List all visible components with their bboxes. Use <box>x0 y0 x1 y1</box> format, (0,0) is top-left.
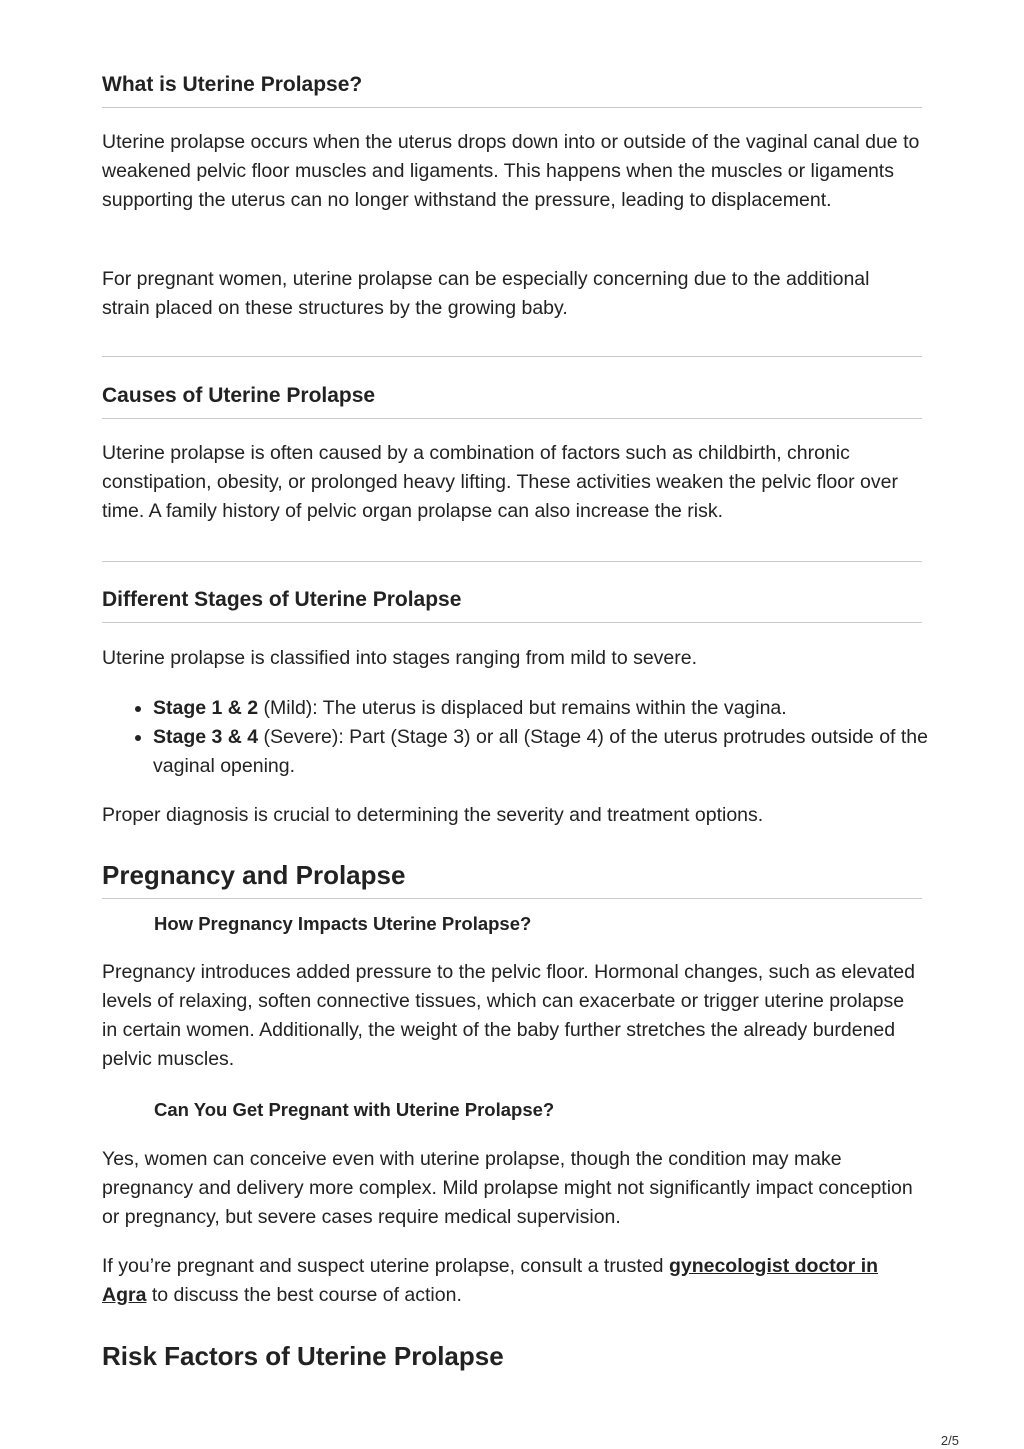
paragraph-causes: Uterine prolapse is often caused by a combination of factors such as childbirth, chronic constipation, obesity, or prolonged heavy lifting. These activities weaken the pelvic floor over time. A family history of pelvic organ prolapse can also increase the risk. <box>102 442 898 522</box>
stages-list <box>102 694 973 781</box>
list-item <box>153 694 973 723</box>
stage-label: Stage 1 & 2 <box>153 697 259 719</box>
gynecologist-agra-link[interactable]: gynecologist doctor in Agra <box>102 1255 879 1306</box>
paragraph-get-pregnant: Yes, women can conceive even with uterine prolapse, though the condition may make pregnancy and delivery more complex. Mild prolapse might not significantly impact conception or pregnancy, but severe cases require medical supervision. <box>102 1148 913 1228</box>
heading-stages: Different Stages of Uterine Prolapse <box>102 587 922 623</box>
consult-text-after: to discuss the best course of action. <box>146 1284 462 1306</box>
consult-text-before: If you’re pregnant and suspect uterine prolapse, consult a trusted <box>102 1255 669 1277</box>
heading-pregnancy-and-prolapse: Pregnancy and Prolapse <box>102 859 922 899</box>
stage-label: Stage 3 & 4 <box>153 726 259 748</box>
stage-text: (Mild): The uterus is displaced but remains within the vagina. <box>258 697 787 719</box>
stage-text: (Severe): Part (Stage 3) or all (Stage 4) of the uterus protrudes outside of the vaginal opening. <box>153 726 928 777</box>
paragraph-pregnancy-impacts: Pregnancy introduces added pressure to the pelvic floor. Hormonal changes, such as elevated levels of relaxing, soften connective tissues, which can exacerbate or trigger uterine prolapse in certain women. Additionally, the weight of the baby further stretches the already burdened pelvic muscles. <box>102 961 915 1070</box>
page-number: 2/5 <box>940 1433 959 1448</box>
paragraph-consult <box>102 1252 922 1310</box>
paragraph-what-is-2: For pregnant women, uterine prolapse can be especially concerning due to the additional strain placed on these structures by the growing baby. <box>102 268 870 319</box>
paragraph-what-is-1: Uterine prolapse occurs when the uterus drops down into or outside of the vaginal canal due to weakened pelvic floor muscles and ligaments. This happens when the muscles or ligaments supporting the uterus can no longer withstand the pressure, leading to displacement. <box>102 131 920 211</box>
paragraph-stages-intro: Uterine prolapse is classified into stages ranging from mild to severe. <box>102 647 698 669</box>
list-item <box>153 723 973 781</box>
heading-risk-factors: Risk Factors of Uterine Prolapse <box>102 1341 504 1371</box>
section-divider <box>102 561 922 562</box>
heading-what-is-uterine-prolapse: What is Uterine Prolapse? <box>102 72 922 108</box>
paragraph-stages-outro: Proper diagnosis is crucial to determining the severity and treatment options. <box>102 804 764 826</box>
subheading-get-pregnant: Can You Get Pregnant with Uterine Prolapse? <box>154 1099 555 1120</box>
heading-causes: Causes of Uterine Prolapse <box>102 383 922 419</box>
subheading-pregnancy-impacts: How Pregnancy Impacts Uterine Prolapse? <box>154 913 532 934</box>
section-divider <box>102 356 922 357</box>
